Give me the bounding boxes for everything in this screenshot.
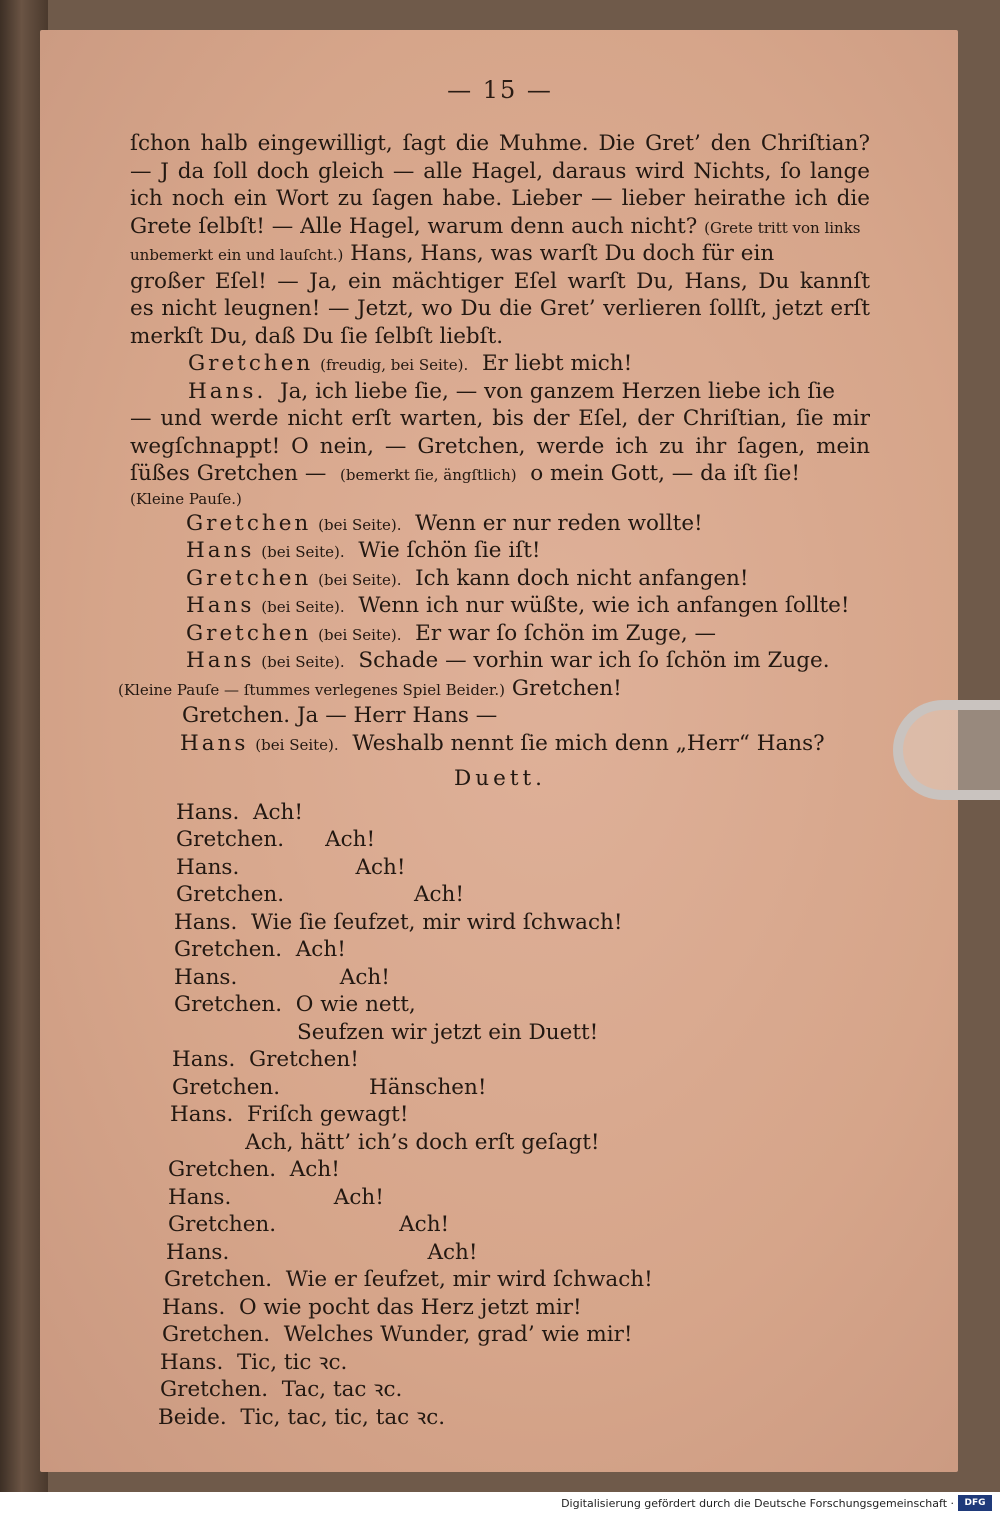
duett-line: Gretchen. Ach! bbox=[176, 882, 465, 907]
duett-line: Hans. Ach! bbox=[176, 799, 304, 825]
duett-line: Seufzen wir jetzt ein Duett! bbox=[174, 1019, 599, 1045]
duett-line: Gretchen. Welches Wunder, grad’ wie mir! bbox=[162, 1322, 633, 1347]
duett-line: Gretchen. Ach! bbox=[168, 1212, 450, 1237]
dialogue-line: Gretchen. Ja — Herr Hans — bbox=[182, 703, 498, 728]
duett-line: Gretchen. Tac, tac ꝛc. bbox=[160, 1377, 403, 1402]
stage-direction: (Kleine Pauſe.) bbox=[130, 489, 242, 508]
text-line: merkſt Du, daß Du ſie ſelbſt liebſt. bbox=[130, 323, 504, 349]
aside-line: Hans (bei Seite). Wenn ich nur wüßte, wie ich anfangen ſollte! bbox=[186, 593, 850, 618]
text-line: unbemerkt ein und lauſcht.) Hans, Hans, was warſt Du doch für ein bbox=[130, 241, 775, 266]
dialogue-line: Hans (bei Seite). Weshalb nennt ſie mich denn „Herr“ Hans? bbox=[180, 730, 825, 756]
aside-line: Gretchen (bei Seite). Er war ſo ſchön im Zuge, — bbox=[186, 620, 717, 646]
duett-line: Gretchen. Wie er ſeufzet, mir wird ſchwach! bbox=[164, 1267, 653, 1292]
paper-clip bbox=[893, 700, 1000, 800]
duett-line: Hans. Friſch gewagt! bbox=[170, 1102, 409, 1127]
text-line: großer Eſel! — Ja, ein mächtiger Eſel warſt Du, Hans, Du kannſt bbox=[130, 268, 870, 294]
duett-line: Hans. Ach! bbox=[166, 1239, 478, 1265]
text-line: ſüßes Gretchen — (bemerkt ſie, ängſtlich) o mein Gott, — da iſt ſie! bbox=[130, 461, 801, 486]
duett-line: Hans. Ach! bbox=[168, 1184, 384, 1210]
dialogue-line: Gretchen (freudig, bei Seite). Er liebt mich! bbox=[188, 351, 633, 376]
text-line: — und werde nicht erſt warten, bis der Eſel, der Chriſtian, ſie mir bbox=[130, 406, 870, 431]
section-title: Duett. bbox=[454, 766, 546, 791]
aside-line: Hans (bei Seite). Schade — vorhin war ich ſo ſchön im Zuge. bbox=[186, 648, 830, 673]
duett-line: Hans. O wie pocht das Herz jetzt mir! bbox=[162, 1294, 582, 1320]
text-line: — J da ſoll doch gleich — alle Hagel, daraus wird Nichts, ſo lange bbox=[130, 158, 870, 184]
duett-line: Beide. Tic, tac, tic, tac ꝛc. bbox=[158, 1404, 446, 1430]
duett-line: Hans. Gretchen! bbox=[172, 1047, 359, 1072]
duett-line: Gretchen. Ach! bbox=[168, 1157, 340, 1182]
duett-line: Hans. Wie ſie ſeufzet, mir wird ſchwach! bbox=[174, 909, 623, 935]
duett-line: Gretchen. O wie nett, bbox=[174, 992, 416, 1017]
dialogue-line: Hans. Ja, ich liebe ſie, — von ganzem Herzen liebe ich ſie bbox=[188, 378, 835, 404]
duett-line: Hans. Tic, tic ꝛc. bbox=[160, 1349, 348, 1375]
text-line: wegſchnappt! O nein, — Gretchen, werde ich zu ihr ſagen, mein bbox=[130, 433, 870, 459]
aside-line: Hans (bei Seite). Wie ſchön ſie iſt! bbox=[186, 538, 541, 563]
duett-line: Gretchen. Hänschen! bbox=[172, 1074, 487, 1100]
text-line: es nicht leugnen! — Jetzt, wo Du die Gret’ verlieren ſollſt, jetzt erſt bbox=[130, 296, 870, 321]
text-line: ich noch ein Wort zu ſagen habe. Lieber — lieber heirathe ich die bbox=[130, 186, 870, 211]
text-line: ſchon halb eingewilligt, ſagt die Muhme. Die Gret’ den Chriſtian? bbox=[130, 131, 870, 156]
stage-direction: (Kleine Pauſe — ſtummes verlegenes Spiel Beider.) Gretchen! bbox=[118, 675, 622, 701]
text-line: Grete ſelbſt! — Alle Hagel, warum denn auch nicht? (Grete tritt von links bbox=[130, 213, 861, 239]
duett-line: Ach, hätt’ ich’s doch erſt geſagt! bbox=[170, 1129, 600, 1155]
duett-line: Gretchen. Ach! bbox=[176, 827, 376, 852]
page-text bbox=[118, 130, 870, 1431]
duett-line: Hans. Ach! bbox=[174, 964, 390, 990]
duett-line: Hans. Ach! bbox=[176, 854, 406, 880]
page-number: — 15 — bbox=[447, 76, 553, 104]
duett-line: Gretchen. Ach! bbox=[174, 937, 346, 962]
aside-line: Gretchen (bei Seite). Ich kann doch nicht anfangen! bbox=[186, 565, 749, 591]
footer-bar bbox=[0, 1492, 1000, 1516]
dfg-logo: DFG bbox=[958, 1495, 992, 1511]
funding-credit: Digitalisierung gefördert durch die Deutsche Forschungsgemeinschaft · bbox=[561, 1497, 954, 1510]
aside-line: Gretchen (bei Seite). Wenn er nur reden wollte! bbox=[186, 510, 703, 536]
